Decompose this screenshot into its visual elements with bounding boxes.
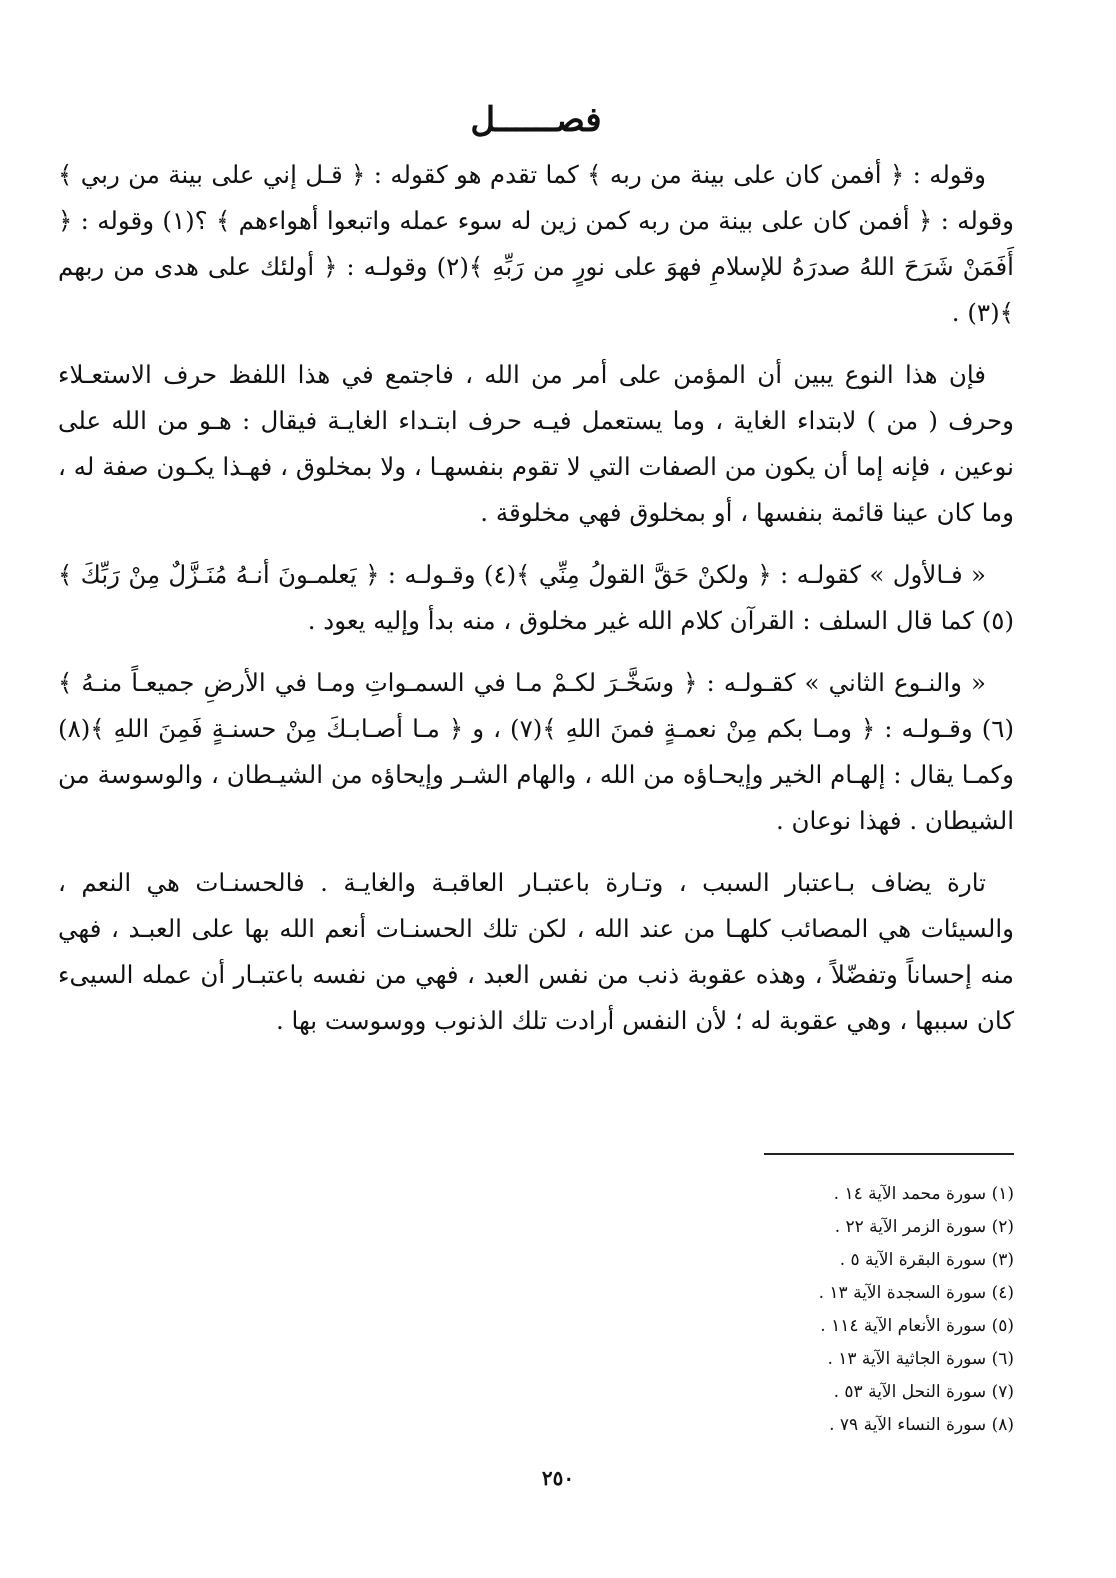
footnote-1: (١) سورة محمد الآية ١٤ . [833, 1184, 1014, 1204]
footnote-6: (٦) سورة الجاثية الآية ١٣ . [827, 1349, 1014, 1369]
paragraph-1: وقوله : ﴿ أفمن كان على بينة من ربه ﴾ كما تقدم هو كقوله : ﴿ قـل إني على بينة من ربي ﴾ وقوله : ﴿ أفمن كان على بينة من ربه كمن زين له سوء عمله واتبعوا أهواءهم ﴾ ؟(١) وقوله : ﴿ أَفَمَنْ شَرَحَ اللهُ صدرَهُ للإسلامِ فهوَ على نورٍ من رَبِّهِ ﴾(٢) وقولـه : ﴿ أولئك على هدى من ربهم ﴾(٣) . [58, 160, 1014, 327]
footnote-7: (٧) سورة النحل الآية ٥٣ . [833, 1382, 1014, 1402]
footnote-5: (٥) سورة الأنعام الآية ١١٤ . [820, 1316, 1014, 1336]
footnote-3: (٣) سورة البقرة الآية ٥ . [839, 1250, 1014, 1270]
paragraph-3: « فـالأول » كقولـه : ﴿ ولكنْ حَقَّ القولُ مِنِّي ﴾(٤) وقـولـه : ﴿ يَعلمـونَ أنـهُ مُنَـزَّلٌ مِنْ رَبِّكَ ﴾(٥) كما قال السلف : القرآن كلام الله غير مخلوق ، منه بدأ وإليه يعود . [58, 560, 1014, 635]
footnote-2: (٢) سورة الزمر الآية ٢٢ . [834, 1217, 1014, 1237]
paragraph-2: فإن هذا النوع يبين أن المؤمن على أمر من الله ، فاجتمع في هذا اللفظ حرف الاستعـلاء وحرف ( من ) لابتداء الغاية ، وما يستعمل فيـه حرف ابتـداء الغايـة فيقال : هـو من الله على نوعين ، فإنه إما أن يكون من الصفات التي لا تقوم بنفسهـا ، ولا بمخلوق ، فهـذا يكـون صفة له ، وما كان عينا قائمة بنفسها ، أو بمخلوق فهي مخلوقة . [58, 360, 1014, 527]
footnote-4: (٤) سورة السجدة الآية ١٣ . [818, 1283, 1014, 1303]
footnote-8: (٨) سورة النساء الآية ٧٩ . [829, 1415, 1014, 1435]
footnote-divider [764, 1153, 1014, 1155]
footnotes-list [614, 1178, 1014, 1442]
paragraph-5: تارة يضاف بـاعتبار السبب ، وتـارة باعتبـار العاقبـة والغايـة . فالحسنـات هي النعم ، والسيئات هي المصائب كلهـا من عند الله ، لكن تلك الحسنـات أنعم الله بها على العبـد ، فهي منه إحساناً وتفضّلاً ، وهذه عقوبة ذنب من نفس العبد ، فهي من نفسه باعتبـار أن عمله السيىء كان سببها ، وهي عقوبة له ؛ لأن النفس أرادت تلك الذنوب ووسوست بها . [58, 868, 1014, 1035]
page-body [58, 100, 1014, 1060]
section-title: فصــــــل [470, 100, 602, 140]
paragraph-4: « والنـوع الثاني » كقـولـه : ﴿ وسَخَّـرَ لكـمْ مـا في السمـواتِ ومـا في الأرضِ جميعـاً منـهُ ﴾(٦) وقـولـه : ﴿ ومـا بكم مِنْ نعمـةٍ فمنَ اللهِ ﴾(٧) ، و ﴿ مـا أصـابـكَ مِنْ حسنـةٍ فَمِنَ اللهِ ﴾(٨) وكمـا يقال : إلهـام الخير وإيحـاؤه من الله ، والهام الشـر وإيحاؤه من الشيـطان ، والوسوسة من الشيطان . فهذا نوعان . [58, 668, 1014, 835]
page-number: ٢٥٠ [541, 1466, 575, 1490]
